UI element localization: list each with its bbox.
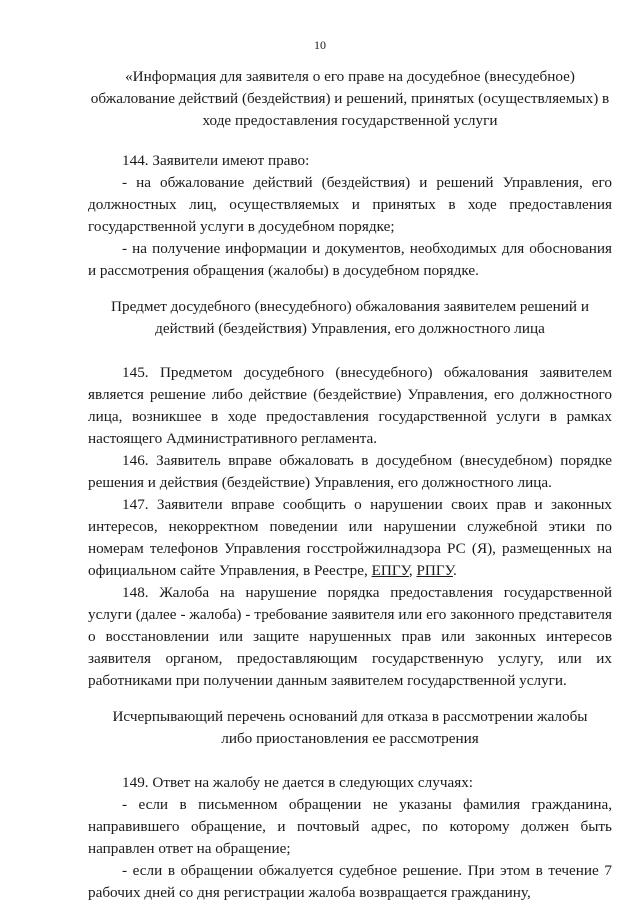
document-body (88, 66, 612, 904)
page-number: 10 (314, 38, 326, 52)
heading-line: либо приостановления ее рассмотрения (221, 730, 479, 747)
paragraph-149-item-1: - если в письменном обращении не указаны фамилия гражданина, направившего обращение, и почтовый адрес, по которому должен быть направлен ответ на обращение; (88, 796, 612, 857)
paragraph-144-item-1: - на обжалование действий (бездействия) и решений Управления, его должностных лиц, осуществляемых и принятых в ходе предоставления государственной услуги в досудебном порядке; (88, 174, 612, 235)
paragraph-147 (88, 494, 612, 582)
paragraph-144-intro: 144. Заявители имеют право: (122, 152, 310, 169)
link-rpgu[interactable]: РПГУ (416, 562, 453, 579)
heading-appeal-info (88, 66, 612, 132)
paragraph-144-item-2: - на получение информации и документов, необходимых для обоснования и рассмотрения обращения (жалобы) в досудебном порядке. (88, 240, 612, 279)
paragraph-149-item-2: - если в обращении обжалуется судебное решение. При этом в течение 7 рабочих дней со дня регистрации жалоба возвращается гражданину, (88, 862, 612, 901)
heading-line: ходе предоставления государственной услуги (202, 112, 498, 129)
heading-line: действий (бездействия) Управления, его должностного лица (155, 320, 545, 337)
paragraph-147-end: . (452, 562, 457, 579)
paragraph-149-intro: 149. Ответ на жалобу не дается в следующих случаях: (122, 774, 474, 791)
link-epgu[interactable]: ЕПГУ (371, 562, 409, 579)
heading-refusal-grounds (88, 706, 612, 750)
heading-line: Предмет досудебного (внесудебного) обжалования заявителем решений и (111, 298, 589, 315)
paragraph-148: 148. Жалоба на нарушение порядка предоставления государственной услуги (далее - жалоба) - требование заявителя или его законного представителя о восстановлении или защите нарушенных прав или законных интересов заявителя органом, предоставляющим государственную услугу, или их работниками при получении данным заявителем государственной услуги. (88, 584, 612, 689)
paragraph-147-text: 147. Заявители вправе сообщить о нарушении своих прав и законных интересов, некорректном поведении или нарушении служебной этики по номерам телефонов Управления госстройжилнадзора РС (Я), размещенных на официальном сайте Управления, в Реестре, (88, 496, 612, 579)
heading-appeal-subject (88, 296, 612, 340)
heading-line: обжалование действий (бездействия) и решений, принятых (осуществляемых) в (90, 90, 610, 107)
heading-line: «Информация для заявителя о его праве на досудебное (внесудебное) (125, 68, 575, 85)
paragraph-145: 145. Предметом досудебного (внесудебного) обжалования заявителем является решение либо действие (бездействие) Управления, его должностного лица, возникшее в ходе предоставления государственной услуги в рамках настоящего Административного регламента. (88, 364, 612, 447)
heading-line: Исчерпывающий перечень оснований для отказа в рассмотрении жалобы (112, 708, 588, 725)
paragraph-147-separator: , (408, 562, 417, 579)
paragraph-146: 146. Заявитель вправе обжаловать в досудебном (внесудебном) порядке решения и действия (бездействие) Управления, его должностного лица. (88, 452, 612, 491)
